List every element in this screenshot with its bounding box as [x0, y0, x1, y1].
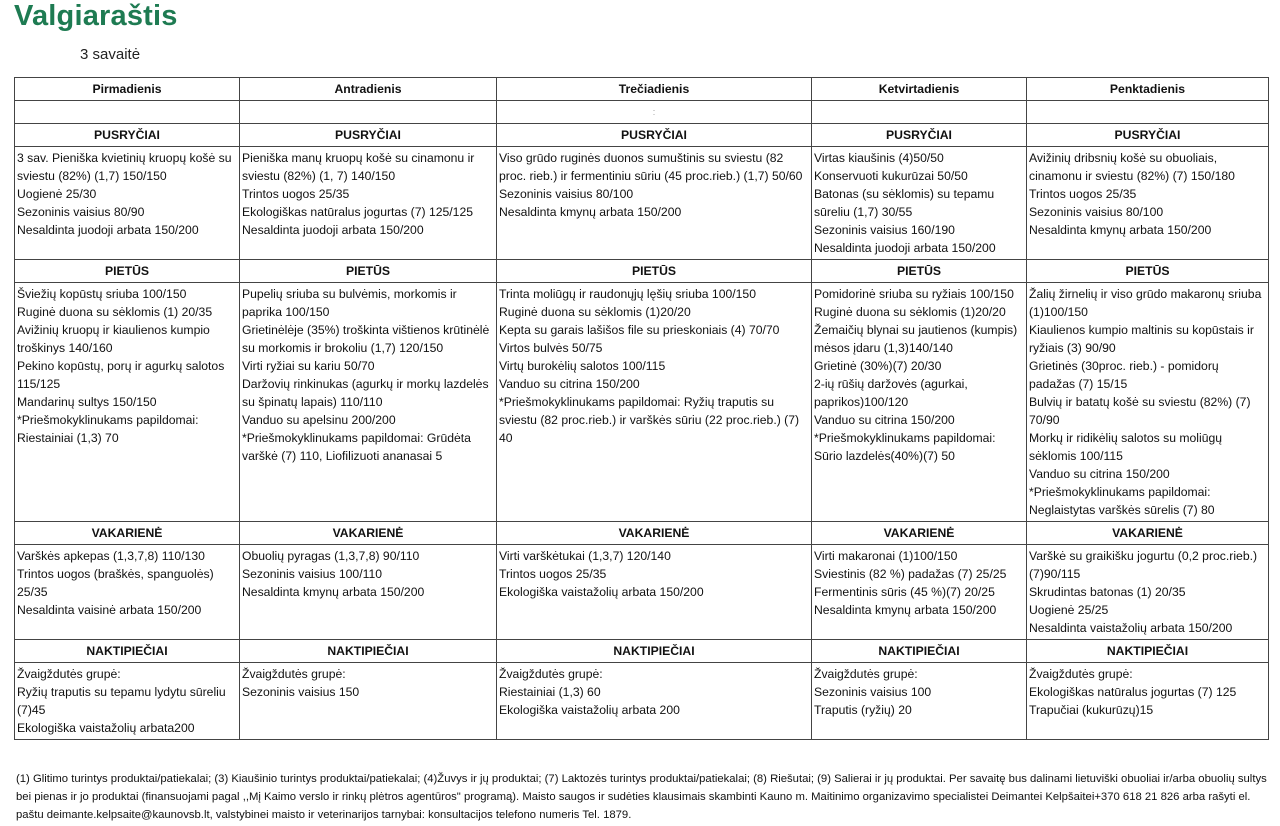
menu-table: [14, 77, 1269, 740]
breakfast-label: PUSRYČIAI: [497, 124, 812, 147]
menu-item: Žvaigždutės grupė:: [17, 667, 121, 681]
menu-item: Nesaldinta kmynų arbata 150/200: [814, 603, 997, 617]
breakfast-label: PUSRYČIAI: [1027, 124, 1269, 147]
menu-item: Obuolių pyragas (1,3,7,8) 90/110: [242, 549, 420, 563]
dinner-label: VAKARIENĖ: [240, 522, 497, 545]
menu-cell: [1027, 283, 1269, 522]
menu-item: Traputis (ryžių) 20: [814, 703, 912, 717]
blank-cell: [240, 101, 497, 124]
menu-item: Nesaldinta juodoji arbata 150/200: [17, 223, 199, 237]
night-snack-label: NAKTIPIEČIAI: [812, 640, 1027, 663]
menu-item: *Priešmokyklinukams papildomai: Sūrio lazdelės(40%)(7) 50: [814, 431, 996, 463]
menu-cell: [1027, 545, 1269, 640]
menu-item: Varškės apkepas (1,3,7,8) 110/130: [17, 549, 205, 563]
menu-item: Nesaldinta kmynų arbata 150/200: [242, 585, 425, 599]
menu-item: Sezoninis vaisius 100/110: [242, 567, 383, 581]
blank-cell: :: [497, 101, 812, 124]
blank-cell: [1027, 101, 1269, 124]
menu-item: *Priešmokyklinukams papildomai: Neglaistytas varškės sūrelis (7) 80: [1029, 485, 1215, 517]
menu-item: Batonas (su sėklomis) su tepamu sūreliu (1,7) 30/55: [814, 187, 995, 219]
blank-row: [15, 101, 1269, 124]
menu-item: Uogienė 25/25: [1029, 603, 1109, 617]
menu-item: Grietinė (30%)(7) 20/30: [814, 359, 942, 373]
menu-item: Sezoninis vaisius 80/100: [499, 187, 634, 201]
menu-item: Trintos uogos 25/35: [1029, 187, 1137, 201]
menu-item: Grietinės (30proc. rieb.) - pomidorų padažas (7) 15/15: [1029, 359, 1219, 391]
menu-cell: [240, 283, 497, 522]
menu-item: Morkų ir ridikėlių salotos su moliūgų sėklomis 100/115: [1029, 431, 1223, 463]
menu-item: Ekologiškas natūralus jogurtas (7) 125: [1029, 685, 1237, 699]
menu-item: Vanduo su citrina 150/200: [1029, 467, 1170, 481]
lunch-label: PIETŪS: [497, 260, 812, 283]
night-snack-label: NAKTIPIEČIAI: [15, 640, 240, 663]
menu-item: Sezoninis vaisius 80/100: [1029, 205, 1164, 219]
menu-cell: [497, 283, 812, 522]
day-header-friday: Penktadienis: [1027, 78, 1269, 101]
page-title: Valgiaraštis: [14, 0, 178, 32]
menu-item: Ruginė duona su sėklomis (1)20/20: [499, 305, 691, 319]
menu-cell: [812, 663, 1027, 740]
menu-item: Mandarinų sultys 150/150: [17, 395, 157, 409]
menu-item: Avižinių kruopų ir kiaulienos kumpio troškinys 140/160: [17, 323, 210, 355]
menu-item: Žalių žirnelių ir viso grūdo makaronų sriuba (1)100/150: [1029, 287, 1262, 319]
menu-item: Nesaldinta vaisinė arbata 150/200: [17, 603, 202, 617]
night-snack-label: NAKTIPIEČIAI: [1027, 640, 1269, 663]
menu-item: Trapučiai (kukurūzų)15: [1029, 703, 1154, 717]
menu-item: Trintos uogos (braškės, spanguolės) 25/35: [17, 567, 214, 599]
menu-item: *Priešmokyklinukams papildomai: Grūdėta varškė (7) 110, Liofilizuoti ananasai 5: [242, 431, 471, 463]
blank-cell: [812, 101, 1027, 124]
menu-item: Kepta su garais lašišos file su prieskoniais (4) 70/70: [499, 323, 780, 337]
menu-cell: [240, 147, 497, 260]
menu-cell: [15, 663, 240, 740]
night-snack-items-row: [15, 663, 1269, 740]
lunch-label: PIETŪS: [812, 260, 1027, 283]
menu-item: Ryžių traputis su tepamu lydytu sūreliu (7)45: [17, 685, 226, 717]
menu-item: Trinta moliūgų ir raudonųjų lęšių sriuba 100/150: [499, 287, 756, 301]
menu-item: Pomidorinė sriuba su ryžiais 100/150: [814, 287, 1014, 301]
breakfast-label: PUSRYČIAI: [812, 124, 1027, 147]
menu-item: Virti makaronai (1)100/150: [814, 549, 958, 563]
menu-item: Virtų burokėlių salotos 100/115: [499, 359, 666, 373]
menu-item: Riestainiai (1,3) 60: [499, 685, 601, 699]
dinner-label: VAKARIENĖ: [15, 522, 240, 545]
menu-item: Skrudintas batonas (1) 20/35: [1029, 585, 1186, 599]
menu-item: Uogienė 25/30: [17, 187, 97, 201]
menu-item: Ekologiška vaistažolių arbata 200: [499, 703, 680, 717]
dinner-items-row: [15, 545, 1269, 640]
meal-sections: [15, 124, 1269, 740]
day-header-monday: Pirmadienis: [15, 78, 240, 101]
menu-cell: [497, 545, 812, 640]
menu-item: Varškė su graikišku jogurtu (0,2 proc.rieb.) (7)90/115: [1029, 549, 1258, 581]
menu-item: Avižinių dribsnių košė su obuoliais, cinamonu ir sviestu (82%) (7) 150/180: [1029, 151, 1235, 183]
menu-item: Sezoninis vaisius 160/190: [814, 223, 955, 237]
menu-cell: [497, 663, 812, 740]
menu-item: Nesaldinta kmynų arbata 150/200: [1029, 223, 1212, 237]
menu-cell: [15, 283, 240, 522]
day-header-row: [15, 78, 1269, 101]
menu-item: Trintos uogos 25/35: [499, 567, 607, 581]
menu-cell: [497, 147, 812, 260]
lunch-label: PIETŪS: [1027, 260, 1269, 283]
menu-cell: [240, 663, 497, 740]
menu-item: Grietinėlėje (35%) troškinta vištienos krūtinėlė su morkomis ir brokoliu (1,7) 120/150: [242, 323, 490, 355]
blank-cell: [15, 101, 240, 124]
menu-cell: [1027, 147, 1269, 260]
menu-item: Virtas kiaušinis (4)50/50: [814, 151, 944, 165]
menu-cell: [812, 147, 1027, 260]
night-snack-label: NAKTIPIEČIAI: [497, 640, 812, 663]
menu-cell: [15, 147, 240, 260]
menu-item: Virtos bulvės 50/75: [499, 341, 603, 355]
menu-item: Vanduo su apelsinu 200/200: [242, 413, 396, 427]
menu-item: Nesaldinta juodoji arbata 150/200: [242, 223, 424, 237]
dinner-label: VAKARIENĖ: [812, 522, 1027, 545]
menu-item: Bulvių ir batatų košė su sviestu (82%) (7) 70/90: [1029, 395, 1251, 427]
menu-item: Sezoninis vaisius 150: [242, 685, 360, 699]
menu-item: Virti ryžiai su kariu 50/70: [242, 359, 375, 373]
menu-item: Fermentinis sūris (45 %)(7) 20/25: [814, 585, 995, 599]
menu-item: *Priešmokyklinukams papildomai: Riestainiai (1,3) 70: [17, 413, 199, 445]
lunch-label: PIETŪS: [15, 260, 240, 283]
menu-item: Pupelių sriuba su bulvėmis, morkomis ir paprika 100/150: [242, 287, 457, 319]
menu-item: Pieniška manų kruopų košė su cinamonu ir sviestu (82%) (1, 7) 140/150: [242, 151, 475, 183]
menu-item: Sezoninis vaisius 100: [814, 685, 932, 699]
day-header-tuesday: Antradienis: [240, 78, 497, 101]
dinner-label: VAKARIENĖ: [497, 522, 812, 545]
menu-item: Vanduo su citrina 150/200: [814, 413, 955, 427]
menu-item: Virti varškėtukai (1,3,7) 120/140: [499, 549, 671, 563]
menu-item: Žvaigždutės grupė:: [814, 667, 918, 681]
menu-item: Sviestinis (82 %) padažas (7) 25/25: [814, 567, 1007, 581]
menu-item: Ruginė duona su sėklomis (1)20/20: [814, 305, 1006, 319]
menu-item: Kiaulienos kumpio maltinis su kopūstais ir ryžiais (3) 90/90: [1029, 323, 1254, 355]
day-header-wednesday: Trečiadienis: [497, 78, 812, 101]
menu-item: Ruginė duona su sėklomis (1) 20/35: [17, 305, 213, 319]
dinner-label: VAKARIENĖ: [1027, 522, 1269, 545]
menu-item: Pekino kopūstų, porų ir agurkų salotos 115/125: [17, 359, 225, 391]
menu-item: Nesaldinta kmynų arbata 150/200: [499, 205, 682, 219]
menu-item: Nesaldinta vaistažolių arbata 150/200: [1029, 621, 1233, 635]
lunch-label: PIETŪS: [240, 260, 497, 283]
dinner-header-row: [15, 522, 1269, 545]
menu-item: Žvaigždutės grupė:: [1029, 667, 1133, 681]
lunch-header-row: [15, 260, 1269, 283]
night-snack-label: NAKTIPIEČIAI: [240, 640, 497, 663]
menu-item: Žvaigždutės grupė:: [499, 667, 603, 681]
menu-cell: [1027, 663, 1269, 740]
menu-item: Viso grūdo ruginės duonos sumuštinis su sviestu (82 proc. rieb.) ir fermentiniu sūriu (45 proc.rieb.) (1,7) 50/60: [499, 151, 803, 183]
menu-item: Konservuoti kukurūzai 50/50: [814, 169, 968, 183]
menu-item: Sezoninis vaisius 80/90: [17, 205, 145, 219]
day-header-thursday: Ketvirtadienis: [812, 78, 1027, 101]
menu-item: Trintos uogos 25/35: [242, 187, 350, 201]
night-snack-header-row: [15, 640, 1269, 663]
menu-item: Žemaičių blynai su jautienos (kumpis) mėsos įdaru (1,3)140/140: [814, 323, 1018, 355]
week-subtitle: 3 savaitė: [80, 46, 141, 63]
menu-item: *Priešmokyklinukams papildomai: Ryžių traputis su sviestu (82 proc.rieb.) ir varškės sūriu (22 proc.rieb.) (7) 40: [499, 395, 800, 445]
menu-item: 2-ių rūšių daržovės (agurkai, paprikos)100/120: [814, 377, 968, 409]
allergen-footnote: (1) Glitimo turintys produktai/patiekalai; (3) Kiaušinio turintys produktai/patiekalai; (4)Žuvys ir jų produktai; (7) Laktozės turintys produktai/patiekalai; (8) Riešutai; (9) Salierai ir jų produktai. Per savaitę bus dalinami lietuviški obuoliai ir/arba obuolių sultys bei pienas ir jo produktai (finansuojami pagal ,,Mį Kaimo verslo ir rinkų plėtros agentūros" programą). Maisto saugos ir sudėties klausimais skambinti Kauno m. Maitinimo organizavimo specialistei Deimantei Kelpšaitei+370 618 21 826 arba rašyti el. paštu deimante.kelpsaite@kaunovsb.lt, valstybinei maisto ir veterinarijos tarnybai: konsultacijos telefono numeris Tel. 1879.: [16, 773, 1267, 821]
menu-item: Žvaigždutės grupė:: [242, 667, 346, 681]
breakfast-label: PUSRYČIAI: [15, 124, 240, 147]
breakfast-items-row: [15, 147, 1269, 260]
menu-item: Ekologiškas natūralus jogurtas (7) 125/125: [242, 205, 474, 219]
menu-cell: [15, 545, 240, 640]
lunch-items-row: [15, 283, 1269, 522]
menu-cell: [240, 545, 497, 640]
menu-item: Ekologiška vaistažolių arbata200: [17, 721, 195, 735]
menu-cell: [812, 545, 1027, 640]
menu-item: Vanduo su citrina 150/200: [499, 377, 640, 391]
breakfast-label: PUSRYČIAI: [240, 124, 497, 147]
menu-item: Daržovių rinkinukas (agurkų ir morkų lazdelės su špinatų lapais) 110/110: [242, 377, 489, 409]
breakfast-header-row: [15, 124, 1269, 147]
menu-item: Nesaldinta juodoji arbata 150/200: [814, 241, 996, 255]
menu-item: Šviežių kopūstų sriuba 100/150: [17, 287, 187, 301]
menu-item: 3 sav. Pieniška kvietinių kruopų košė su sviestu (82%) (1,7) 150/150: [17, 151, 232, 183]
menu-item: Ekologiška vaistažolių arbata 150/200: [499, 585, 704, 599]
menu-cell: [812, 283, 1027, 522]
